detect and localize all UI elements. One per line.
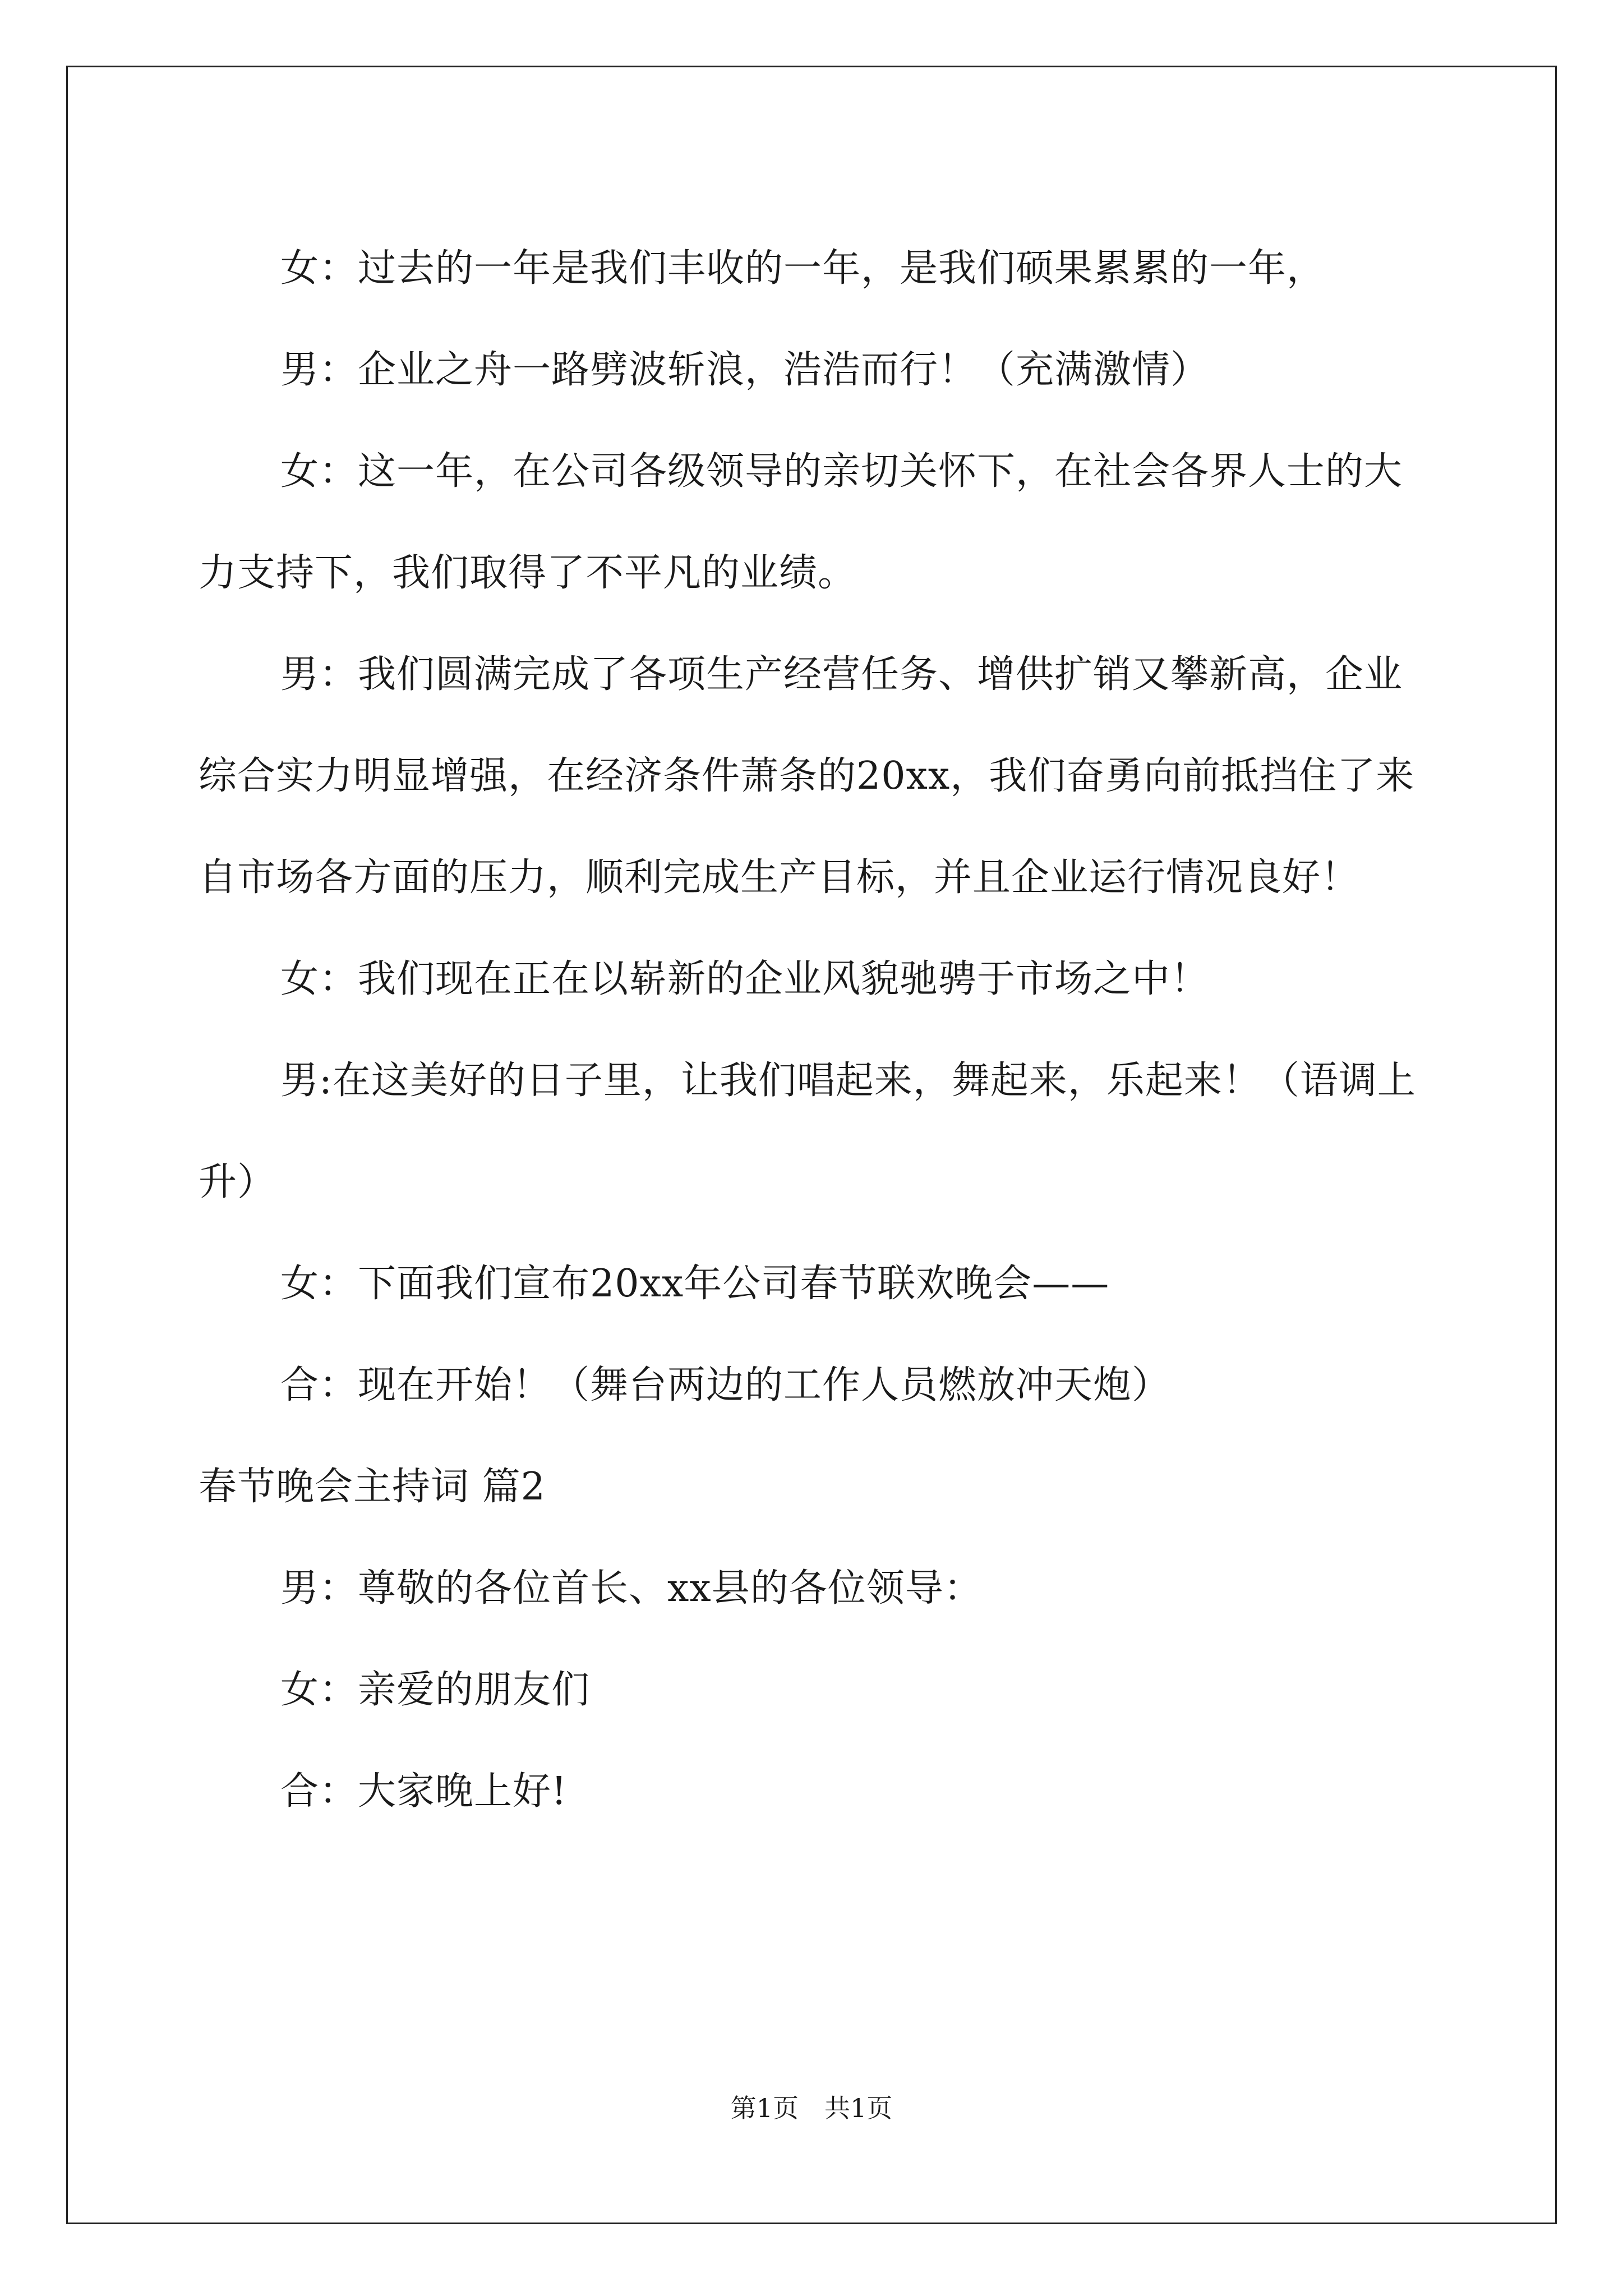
- page-footer: 第1页 共1页: [730, 2093, 893, 2123]
- paragraph-7: 女：下面我们宣布20xx年公司春节联欢晚会——: [280, 1262, 1110, 1306]
- paragraph-9: 男：尊敬的各位首长、xx县的各位领导：: [280, 1566, 983, 1611]
- paragraph-2: 男：企业之舟一路劈波斩浪，浩浩而行！（充满激情）: [280, 348, 1210, 392]
- document-body: [199, 218, 1433, 1842]
- paragraph-4: 男：我们圆满完成了各项生产经营任务、增供扩销又攀新高，企业综合实力明显增强，在经济条件萧条的20xx，我们奋勇向前抵挡住了来自市场各方面的压力，顺利完成生产目标，并且企业运行情况良好！: [199, 652, 1415, 900]
- section-heading: 春节晚会主持词 篇2: [199, 1465, 546, 1509]
- paragraph-3: 女：这一年，在公司各级领导的亲切关怀下，在社会各界人士的大力支持下，我们取得了不平凡的业绩。: [199, 449, 1403, 595]
- paragraph-6: 男:在这美好的日子里，让我们唱起来，舞起来，乐起来！（语调上升）: [199, 1059, 1416, 1204]
- paragraph-1: 女：过去的一年是我们丰收的一年，是我们硕果累累的一年，: [280, 246, 1326, 291]
- paragraph-8: 合：现在开始！（舞台两边的工作人员燃放冲天炮）: [280, 1363, 1171, 1407]
- paragraph-5: 女：我们现在正在以崭新的企业风貌驰骋于市场之中！: [280, 957, 1210, 1001]
- paragraph-11: 合：大家晚上好!: [280, 1769, 568, 1814]
- paragraph-10: 女：亲爱的朋友们: [280, 1668, 591, 1712]
